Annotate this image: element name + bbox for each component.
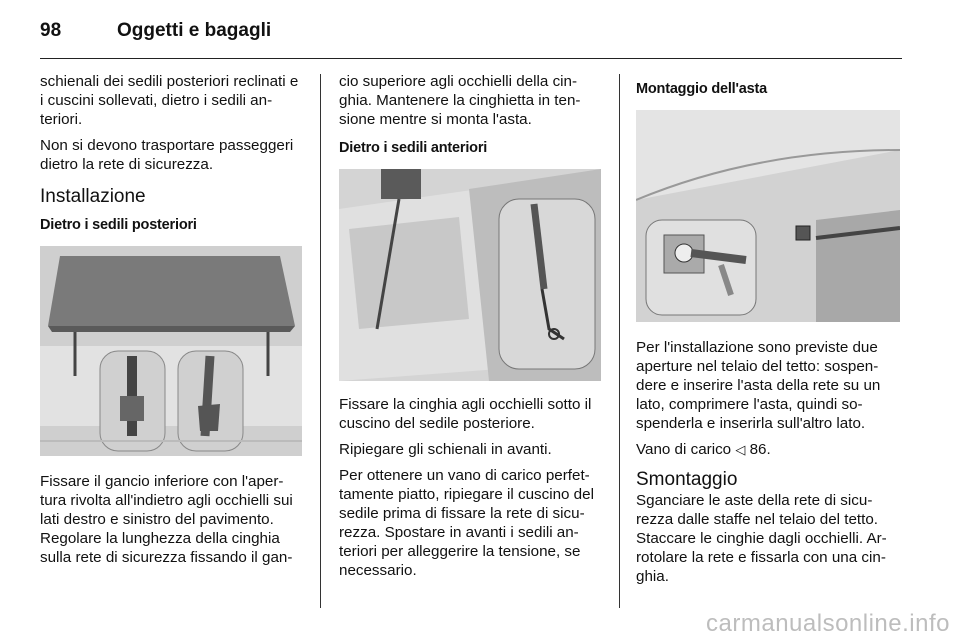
section-title: Oggetti e bagagli [117, 20, 272, 41]
column-2 [339, 72, 603, 587]
subheading-rear-seats: Dietro i sedili posteriori [40, 217, 197, 233]
paragraph: Fissare la cinghia agli occhielli sotto il cuscino del sedile posteriore. [339, 396, 592, 432]
paragraph: Sganciare le aste della rete di sicu-rezza dalle staffe nel telaio del tetto. [636, 492, 879, 528]
paragraph: Ripiegare gli schienali in avanti. [339, 441, 552, 458]
paragraph: Non si devono trasportare passeggeri dietro la rete di sicurezza. [40, 137, 294, 173]
watermark: carmanualsonline.info [706, 610, 950, 637]
paragraph: Regolare la lunghezza della cinghia sulla rete di sicurezza fissando il gan- [40, 530, 293, 566]
paragraph: schienali dei sedili posteriori reclinati e i cuscini sollevati, dietro i sedili an-teriori. [40, 73, 299, 128]
column-1 [40, 72, 304, 574]
subheading-rod-mounting: Montaggio dell'asta [636, 81, 767, 97]
figure-rear-seat-install [40, 246, 302, 456]
paragraph: cio superiore agli occhielli della cin-ghia. Mantenere la cinghietta in ten-sione mentre si monta l'asta. [339, 73, 581, 128]
figure-rod-mounting [636, 110, 900, 322]
paragraph: Per l'installazione sono previste due aperture nel telaio del tetto: sospen-dere e inserire l'asta della rete su un lato, comprimere l'asta, quindi so-spenderla e inserirla sull'altro lato. [636, 339, 881, 432]
paragraph: Staccare le cinghie dagli occhielli. Ar-rotolare la rete e fissarla con una cin-ghia. [636, 530, 887, 585]
page-ref-arrow-icon: ◁ [735, 442, 746, 457]
heading-installazione: Installazione [40, 186, 146, 207]
page-header [40, 18, 902, 58]
paragraph: Per ottenere un vano di carico perfet-tamente piatto, ripiegare il cuscino del sedile prima di fissare la rete di sicu-rezza. Spostare in avanti i sedili an-teriori per alleggerire la tensione, se necessario. [339, 467, 594, 579]
paragraph: Fissare il gancio inferiore con l'aper-tura rivolta all'indietro agli occhielli sui lati destro e sinistro del pavimento. [40, 473, 293, 528]
header-rule [40, 58, 902, 59]
column-divider-1 [320, 74, 321, 608]
heading-smontaggio: Smontaggio [636, 469, 738, 490]
page-number: 98 [40, 20, 62, 41]
column-3 [636, 72, 902, 593]
cross-reference [636, 440, 902, 459]
column-divider-2 [619, 74, 620, 608]
figure-front-seat-install [339, 169, 601, 381]
cross-reference-page: 86. [745, 441, 771, 458]
cross-reference-text: Vano di carico [636, 441, 736, 458]
subheading-front-seats: Dietro i sedili anteriori [339, 140, 488, 156]
